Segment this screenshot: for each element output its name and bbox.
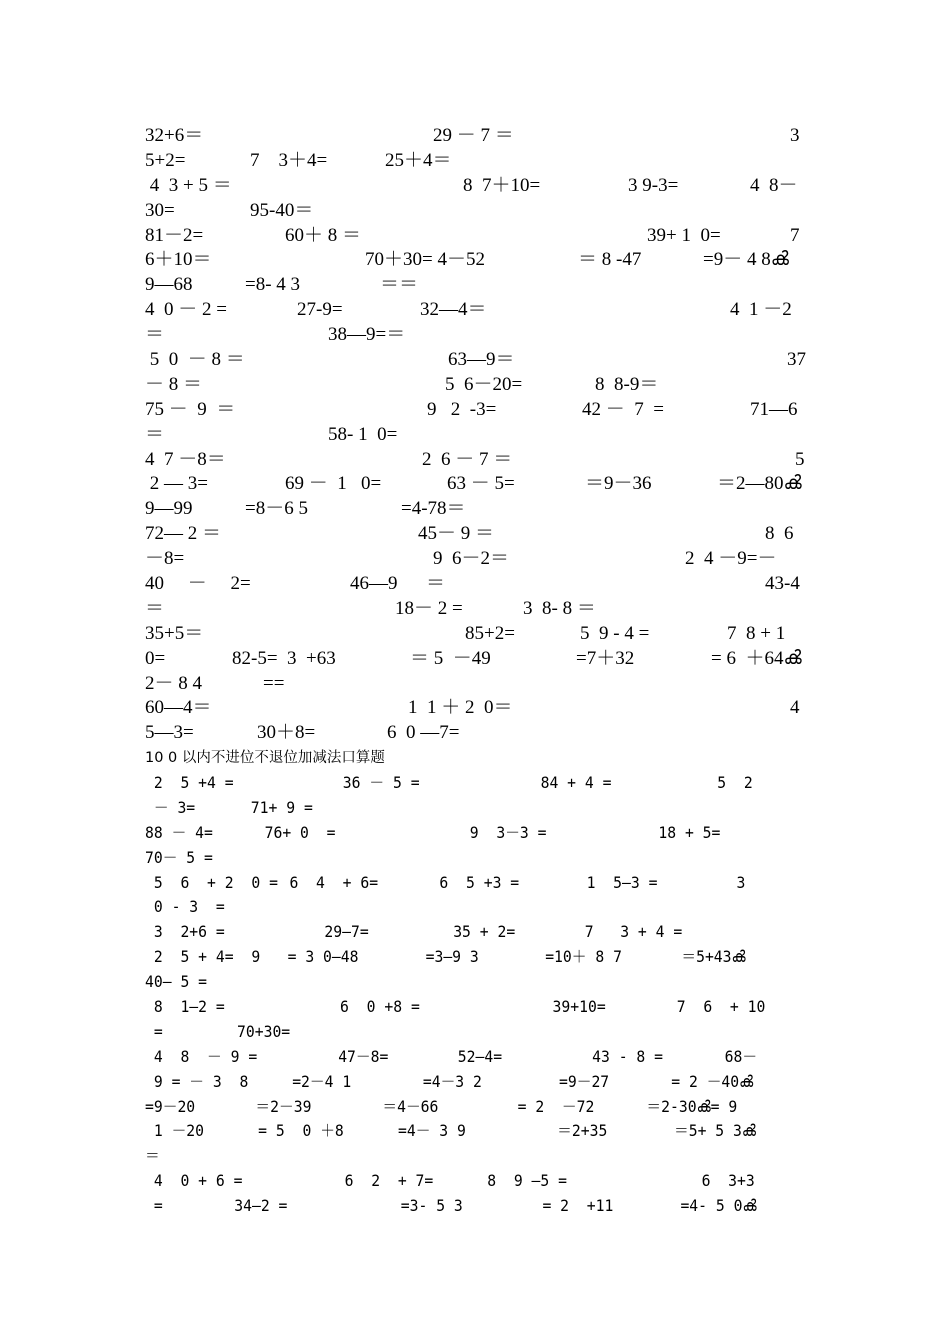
math-problem: 8 7＋10=: [463, 174, 541, 196]
math-problem: 1 5—3 =: [586, 872, 658, 892]
math-problem: =: [145, 1196, 163, 1216]
math-problem: 9—99: [145, 498, 193, 520]
math-problem: 4 0 + 6 =: [145, 1171, 243, 1191]
math-problem: 25＋4＝: [385, 149, 452, 171]
math-problem: 4 1 －2: [730, 299, 792, 321]
math-problem: = 2 －40ൿ: [671, 1071, 754, 1091]
math-problem: 71—6: [750, 398, 798, 420]
problem-line: [145, 672, 810, 697]
math-problem: 6 4 + 6=: [289, 872, 379, 892]
math-problem: ＝: [145, 1146, 160, 1166]
problem-line: [145, 398, 810, 423]
math-problem: =4- 5 0ൿ: [680, 1196, 757, 1216]
math-problem: ＝ 5 －49: [410, 647, 491, 669]
math-problem: 4 0 － 2 =: [145, 299, 227, 321]
problem-line: [145, 348, 810, 373]
math-problem: ＝4－66: [382, 1096, 439, 1116]
math-problem: 71+ 9 =: [250, 797, 313, 817]
math-problem: 7 3＋4=: [250, 149, 328, 171]
math-problem: 7 8 + 1: [727, 622, 786, 644]
math-problem: ＝5+ 5 3ൿ: [674, 1121, 756, 1141]
math-problem: =4－ 3 9: [398, 1121, 466, 1141]
problem-line: [145, 522, 810, 547]
math-problem: 2 5 +4 =: [145, 773, 234, 792]
math-problem: =3- 5 3: [400, 1196, 463, 1216]
problem-line: [145, 821, 757, 846]
math-problem: 95-40＝: [250, 199, 314, 221]
problem-line: [145, 846, 757, 871]
math-problem: =7＋32: [576, 647, 635, 669]
math-problem: 32—4＝: [420, 299, 487, 321]
math-problem: = 2 －72: [517, 1096, 595, 1116]
math-problem: 82-5= 3 +63: [232, 647, 336, 669]
math-problem: 9—68: [145, 274, 193, 296]
math-problem: 9 2 -3=: [427, 398, 497, 420]
problem-line: [145, 696, 810, 721]
math-problem: 69 － 1 0=: [285, 473, 382, 495]
math-problem: 3: [790, 125, 800, 146]
math-problem: 88 － 4=: [145, 822, 213, 842]
math-problem: 60—4＝: [145, 697, 212, 719]
problem-line: [145, 1119, 757, 1144]
problem-line: [145, 572, 810, 597]
math-problem: 58- 1 0=: [328, 423, 398, 445]
math-problem: 40— 5 =: [145, 972, 208, 992]
problem-line: [145, 174, 810, 199]
problem-line: [145, 970, 757, 995]
math-problem: 5—3=: [145, 722, 194, 744]
math-problem: 8 6: [765, 523, 794, 545]
math-problem: ＝: [145, 324, 165, 346]
math-problem: 47－8=: [338, 1046, 389, 1066]
math-problem: =4－3 2: [422, 1071, 482, 1091]
problem-line: [145, 149, 810, 174]
math-problem: 2 4 －9=－: [685, 548, 777, 570]
problem-line: [145, 895, 757, 920]
math-problem: 39+10=: [552, 997, 606, 1017]
section-heading: 10 0 以内不进位不退位加减法口算题: [145, 750, 385, 766]
math-problem: ＝2—80ൿ: [717, 473, 802, 495]
math-problem: =8－6 5: [245, 498, 308, 520]
math-problem: = 5 0 ＋8: [258, 1121, 344, 1141]
math-problem: 4 3 + 5 ＝: [145, 174, 232, 196]
math-problem: 70－ 5 =: [145, 847, 213, 867]
math-problem: = 2 +11: [542, 1196, 614, 1216]
math-problem: 43 - 8 =: [592, 1046, 664, 1066]
math-problem: 1 －20: [145, 1121, 205, 1141]
math-problem: 37: [787, 349, 806, 371]
math-problem: ＝＝: [380, 274, 419, 296]
math-problem: 85+2=: [465, 622, 515, 644]
problem-line: [145, 124, 810, 149]
math-problem: 2－ 8 4: [145, 672, 203, 694]
math-problem: 32+6＝: [145, 125, 204, 146]
problem-line: [145, 796, 757, 821]
math-problem: ＝9－36: [585, 473, 652, 495]
math-problem: 8 9 —5 =: [487, 1171, 568, 1191]
problem-line: [145, 273, 810, 298]
math-problem: 7 3 + 4 =: [584, 922, 683, 942]
math-problem: 6 5 +3 =: [439, 872, 520, 892]
math-problem: 3 8- 8 ＝: [523, 597, 596, 619]
math-problem: 5 0 － 8 ＝: [145, 349, 245, 371]
problem-line: [145, 945, 757, 970]
math-problem: 70＋30= 4－52: [365, 249, 485, 271]
math-problem: 6＋10＝: [145, 249, 212, 271]
math-problem: 42 － 7 =: [582, 398, 664, 420]
math-problem: 4: [790, 697, 800, 719]
math-problem: 68－: [724, 1046, 758, 1066]
math-problem: 2 — 3=: [145, 473, 208, 495]
math-problem: ＝2+35: [557, 1121, 608, 1141]
math-problem: 30=: [145, 199, 175, 221]
problem-line: [145, 1144, 757, 1169]
math-problem: 5 2: [717, 773, 753, 792]
math-problem: 36 － 5 =: [342, 773, 420, 792]
math-problem: 3 2+6 =: [145, 922, 225, 942]
math-problem: 6 0 +8 =: [340, 997, 420, 1017]
problem-line: [145, 423, 810, 448]
problem-line: [145, 920, 757, 945]
math-problem: 35+5＝: [145, 622, 204, 644]
problem-line: [145, 721, 810, 746]
math-problem: －8=: [145, 548, 185, 570]
math-problem: ＝ 8 -47: [578, 249, 642, 271]
math-problem: =: [145, 1021, 163, 1041]
math-problem: 63—9＝: [448, 349, 515, 371]
math-problem: 6 0 —7=: [387, 722, 460, 744]
math-problem: 38—9=＝: [328, 324, 406, 346]
math-problem: 43-4: [765, 573, 800, 595]
math-problem: 4 8 － 9 =: [145, 1046, 258, 1066]
arithmetic-section-2: [145, 771, 766, 1219]
math-problem: 5+2=: [145, 149, 186, 171]
math-problem: 2 6 － 7 ＝: [422, 448, 513, 470]
problem-line: [145, 373, 810, 398]
problem-line: [145, 771, 757, 796]
math-problem: 9 = － 3 8: [145, 1071, 249, 1091]
math-problem: ＝2-30ൿ= 9: [646, 1096, 738, 1116]
math-problem: 5 6－20=: [445, 373, 523, 395]
problem-line: [145, 248, 810, 273]
problem-line: [145, 323, 810, 348]
math-problem: 60＋ 8 ＝: [285, 224, 362, 246]
math-problem: 75 － 9 ＝: [145, 398, 236, 420]
math-problem: =4-78＝: [401, 498, 466, 520]
math-problem: 4 7 －8＝: [145, 448, 226, 470]
math-problem: ＝: [145, 597, 165, 619]
math-problem: 3: [736, 872, 746, 892]
problem-line: [145, 547, 810, 572]
math-problem: 0=: [145, 647, 166, 669]
math-problem: =10＋ 8 7: [545, 947, 622, 967]
math-problem: 84 + 4 =: [540, 773, 612, 792]
arithmetic-section-1: [145, 124, 810, 746]
problem-line: [145, 1169, 757, 1194]
math-problem: 30＋8=: [257, 722, 316, 744]
math-problem: = 6 ＋64ൿ: [711, 647, 802, 669]
math-problem: 76+ 0 =: [264, 822, 336, 842]
math-problem: 8 8-9＝: [595, 373, 659, 395]
math-problem: 2 5 + 4= 9: [145, 947, 261, 967]
math-problem: =3—9 3: [425, 947, 479, 967]
problem-line: [145, 597, 810, 622]
math-problem: 9 3－3 =: [469, 822, 547, 842]
math-problem: 7 6 + 10: [676, 997, 766, 1017]
math-problem: ==: [263, 672, 285, 694]
math-problem: 6 2 + 7=: [344, 1171, 434, 1191]
problem-line: [145, 224, 810, 249]
math-problem: 5: [795, 448, 805, 470]
problem-line: [145, 1045, 757, 1070]
math-problem: 7: [790, 224, 800, 246]
problem-line: [145, 622, 810, 647]
math-problem: 39+ 1 0=: [647, 224, 721, 246]
math-problem: 70+30=: [237, 1021, 291, 1041]
problem-line: [145, 1020, 757, 1045]
math-problem: =2－4 1: [292, 1071, 352, 1091]
math-problem: 4 8－: [750, 174, 798, 196]
math-problem: 18－ 2 =: [395, 597, 463, 619]
math-problem: 29 － 7 ＝: [433, 125, 514, 146]
problem-line: [145, 472, 810, 497]
problem-line: [145, 497, 810, 522]
math-problem: ＝5+43ൿ: [681, 947, 746, 967]
math-problem: =9－ 4 8ൿ: [703, 249, 789, 271]
math-problem: 8 1—2 =: [145, 997, 225, 1017]
math-problem: 9 6－2＝: [433, 548, 510, 570]
math-problem: ＝: [145, 423, 165, 445]
math-problem: 45－ 9 ＝: [418, 523, 495, 545]
math-problem: = 3 0—48: [287, 947, 359, 967]
math-problem: － 8 ＝: [145, 373, 203, 395]
math-problem: =9－27: [559, 1071, 610, 1091]
math-problem: 72— 2 ＝: [145, 523, 222, 545]
math-problem: 5 9 - 4 =: [580, 622, 650, 644]
problem-line: [145, 995, 766, 1020]
math-problem: 52—4=: [457, 1046, 503, 1066]
math-problem: 40 － 2=: [145, 573, 251, 595]
math-problem: 6 3+3: [701, 1171, 755, 1191]
problem-line: [145, 647, 810, 672]
math-problem: 29—7=: [324, 922, 369, 942]
math-problem: 0 - 3 =: [145, 897, 225, 917]
math-problem: 81－2=: [145, 224, 204, 246]
problem-line: [145, 199, 810, 224]
math-problem: 46—9 ＝: [350, 573, 446, 595]
math-problem: 3 9-3=: [628, 174, 679, 196]
problem-line: [145, 298, 810, 323]
math-problem: =9－20: [145, 1096, 196, 1116]
math-problem: 5 6 + 2 0 =: [145, 872, 278, 892]
math-problem: =8- 4 3: [245, 274, 301, 296]
math-problem: 35 + 2=: [453, 922, 516, 942]
problem-line: [145, 1095, 757, 1120]
math-problem: － 3=: [145, 797, 196, 817]
math-problem: 27-9=: [297, 299, 343, 321]
math-problem: 63 － 5=: [447, 473, 515, 495]
math-problem: 18 + 5=: [658, 822, 721, 842]
problem-line: [145, 1194, 757, 1219]
problem-line: [145, 871, 757, 896]
math-problem: ＝2－39: [255, 1096, 312, 1116]
math-problem: 34—2 =: [234, 1196, 288, 1216]
math-problem: 1 1 ＋ 2 0＝: [408, 697, 513, 719]
problem-line: [145, 1070, 757, 1095]
problem-line: [145, 448, 810, 473]
